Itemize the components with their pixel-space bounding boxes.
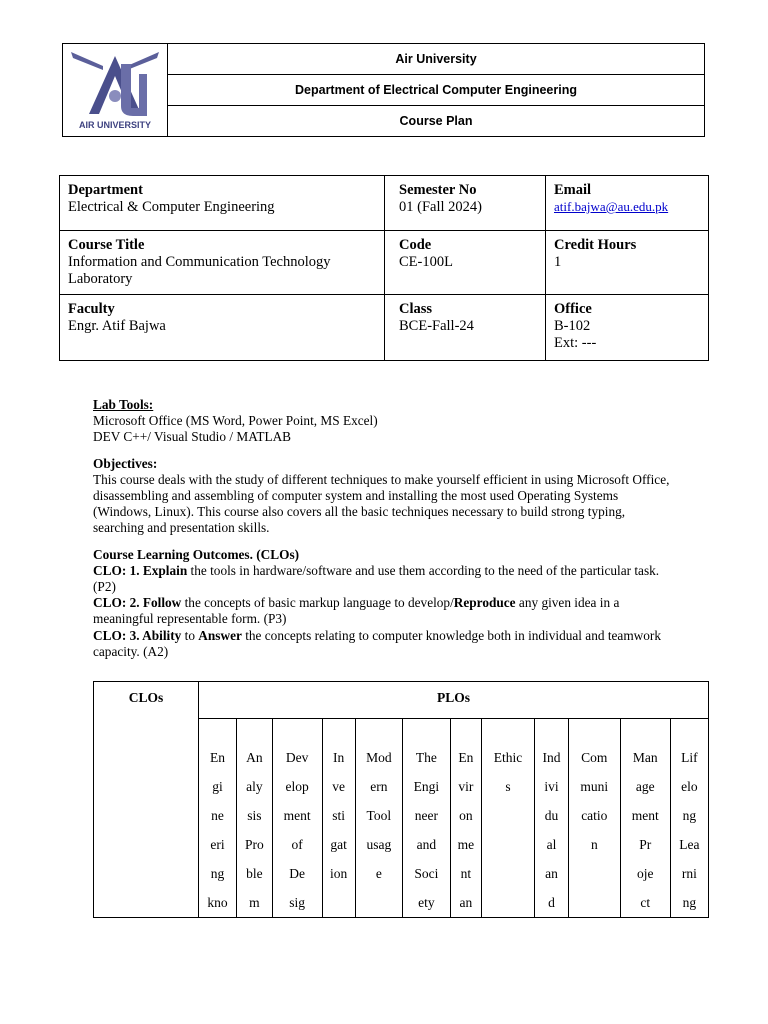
credit-hours-cell: Credit Hours 1 — [546, 231, 709, 295]
plo-column-header: Dev elop ment of De sig — [272, 719, 322, 918]
email-link[interactable]: atif.bajwa@au.edu.pk — [554, 199, 669, 214]
clo-plo-mapping-table — [93, 681, 709, 918]
clos-header: CLOs — [94, 682, 199, 918]
faculty-cell: Faculty Engr. Atif Bajwa — [60, 295, 385, 361]
plo-column-header: Mod ern Tool usag e — [355, 719, 403, 918]
semester-cell: Semester No 01 (Fall 2024) — [385, 176, 546, 231]
lab-tools-line: DEV C++/ Visual Studio / MATLAB — [93, 429, 292, 445]
email-cell: Email atif.bajwa@au.edu.pk — [546, 176, 709, 231]
plo-column-header: In ve sti gat ion — [322, 719, 355, 918]
office-cell: Office B-102 Ext: --- — [546, 295, 709, 361]
plo-column-header: Ind ivi du al an d — [534, 719, 568, 918]
header-box — [62, 43, 705, 137]
clo-heading: Course Learning Outcomes. (CLOs) — [93, 546, 300, 562]
plo-column-header: Man age ment Pr oje ct — [620, 719, 670, 918]
university-name: Air University — [395, 52, 477, 66]
logo-emblem-icon — [63, 44, 167, 135]
plo-column-header: An aly sis Pro ble m — [237, 719, 272, 918]
lab-tools-line: Microsoft Office (MS Word, Power Point, MS Excel) — [93, 413, 378, 429]
plo-column-header: The Engi neer and Soci ety — [403, 719, 451, 918]
doc-title: Course Plan — [168, 105, 704, 136]
department-cell: Department Electrical & Computer Engineering — [60, 176, 385, 231]
code-cell: Code CE-100L — [385, 231, 546, 295]
course-description — [93, 397, 673, 660]
class-cell: Class BCE-Fall-24 — [385, 295, 546, 361]
course-title-cell: Course Title Information and Communication Technology Laboratory — [60, 231, 385, 295]
objectives-heading: Objectives: — [93, 455, 158, 471]
plos-header: PLOs — [199, 682, 709, 719]
plo-column-header: Lif elo ng Lea rni ng — [670, 719, 708, 918]
plo-column-header: Com muni catio n — [569, 719, 621, 918]
clo-3: CLO: 3. Ability to Answer the concepts relating to computer knowledge both in individual and teamwork capacity. (A2) — [93, 627, 662, 659]
svg-text:AIR UNIVERSITY: AIR UNIVERSITY — [78, 120, 152, 130]
clo-1: CLO: 1. Explain the tools in hardware/software and use them according to the need of the particular task. (P2) — [93, 562, 660, 595]
clo-2: CLO: 2. Follow the concepts of basic markup language to develop/Reproduce any given idea in a meaningful representable form. (P3) — [93, 595, 620, 627]
air-university-logo — [63, 44, 168, 136]
plo-column-header: En vir on me nt an — [450, 719, 481, 918]
course-info-table — [59, 175, 709, 361]
objectives-text: This course deals with the study of different techniques to make yourself efficient in using Microsoft Office, disassembling and assembling of computer system and installing the most used Operating Systems (Windows, Linux). This course also covers all the basic techniques necessary to build strong typing, searching and presentation skills. — [93, 471, 670, 536]
plo-column-header: Ethic s — [482, 719, 535, 918]
department-name: Department of Electrical Computer Engineering — [168, 74, 704, 105]
lab-tools-heading: Lab Tools: — [93, 397, 154, 412]
plo-column-header: En gi ne eri ng kno — [199, 719, 237, 918]
